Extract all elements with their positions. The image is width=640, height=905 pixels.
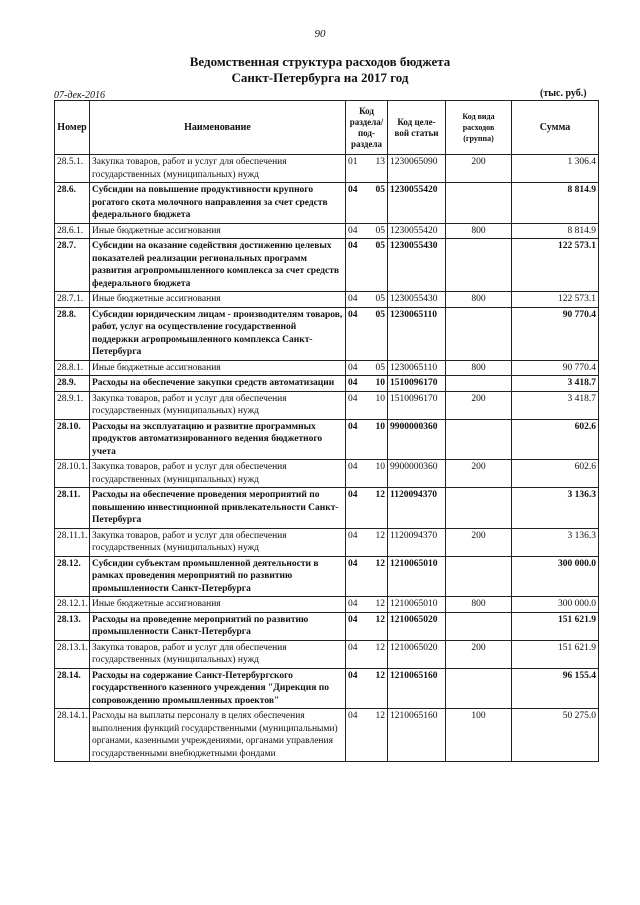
budget-table xyxy=(54,100,599,762)
row-number: 28.10. xyxy=(55,419,90,460)
table-row xyxy=(55,183,599,224)
row-vid xyxy=(446,556,512,597)
row-celevoy: 1230065110 xyxy=(388,307,446,360)
page-number: 90 xyxy=(314,28,326,40)
row-vid xyxy=(446,239,512,292)
document-date: 07-дек-2016 xyxy=(54,90,105,101)
row-razdel-code: 04 xyxy=(348,614,358,625)
row-name: Расходы на обеспечение закупки средств автоматизации xyxy=(90,376,346,392)
row-sum: 602.6 xyxy=(512,419,599,460)
table-row xyxy=(55,640,599,668)
row-vid: 100 xyxy=(446,709,512,762)
row-podrazdel-code: 05 xyxy=(375,362,385,373)
row-podrazdel-code: 12 xyxy=(375,599,385,609)
row-vid: 200 xyxy=(446,155,512,183)
row-razdel xyxy=(346,709,388,762)
row-number: 28.9. xyxy=(55,376,90,392)
units-label: (тыс. руб.) xyxy=(540,88,587,99)
row-name: Иные бюджетные ассигнования xyxy=(90,597,346,613)
row-podrazdel-code: 10 xyxy=(375,393,385,404)
row-razdel-code: 04 xyxy=(348,558,358,569)
table-row xyxy=(55,419,599,460)
row-sum: 3 418.7 xyxy=(512,391,599,419)
row-podrazdel-code: 05 xyxy=(375,241,385,251)
row-sum: 1 306.4 xyxy=(512,155,599,183)
row-vid: 800 xyxy=(446,597,512,613)
row-celevoy: 1210065010 xyxy=(388,597,446,613)
row-number: 28.12.1. xyxy=(55,597,90,613)
table-row xyxy=(55,391,599,419)
row-name: Иные бюджетные ассигнования xyxy=(90,223,346,239)
row-sum: 90 770.4 xyxy=(512,307,599,360)
table-header-row xyxy=(55,101,599,155)
row-number: 28.8.1. xyxy=(55,360,90,376)
row-name: Субсидии на оказание содействия достижению целевых показателей реализации региональных программ развития агропромышленного комплекса за счет средств федерального бюджета xyxy=(90,239,346,292)
row-name: Закупка товаров, работ и услуг для обеспечения государственных (муниципальных) нужд xyxy=(90,391,346,419)
row-vid: 200 xyxy=(446,640,512,668)
row-name: Закупка товаров, работ и услуг для обеспечения государственных (муниципальных) нужд xyxy=(90,155,346,183)
table-row xyxy=(55,668,599,709)
row-podrazdel-code: 10 xyxy=(375,378,385,388)
row-razdel-code: 04 xyxy=(348,185,358,195)
row-sum: 300 000.0 xyxy=(512,556,599,597)
row-name: Иные бюджетные ассигнования xyxy=(90,360,346,376)
row-celevoy: 9900000360 xyxy=(388,419,446,460)
row-number: 28.7. xyxy=(55,239,90,292)
row-razdel-code: 04 xyxy=(348,362,358,373)
row-vid: 800 xyxy=(446,223,512,239)
table-body xyxy=(55,155,599,762)
row-name: Субсидии юридическим лицам - производителям товаров, работ, услуг на осуществление государственной поддержки агропромышленного комплекса Санкт-Петербурга xyxy=(90,307,346,360)
row-vid xyxy=(446,488,512,529)
row-vid xyxy=(446,612,512,640)
row-name: Расходы на содержание Санкт-Петербургского государственного казенного учреждения "Дирекция по сопровождению промышленных проектов" xyxy=(90,668,346,709)
row-number: 28.6.1. xyxy=(55,223,90,239)
row-celevoy: 9900000360 xyxy=(388,460,446,488)
table-row xyxy=(55,612,599,640)
row-number: 28.8. xyxy=(55,307,90,360)
table-row xyxy=(55,376,599,392)
row-celevoy: 1230055430 xyxy=(388,239,446,292)
row-podrazdel-code: 12 xyxy=(375,711,385,721)
row-razdel xyxy=(346,239,388,292)
row-celevoy: 1120094370 xyxy=(388,488,446,529)
row-vid xyxy=(446,668,512,709)
row-razdel xyxy=(346,460,388,488)
row-name: Расходы на проведение мероприятий по развитию промышленности Санкт-Петербурга xyxy=(90,612,346,640)
row-sum: 151 621.9 xyxy=(512,612,599,640)
row-name: Расходы на выплаты персоналу в целях обеспечения выполнения функций государственными (муниципальными) органами, казенными учреждениями, органами управления государственными внебюджетными фондами xyxy=(90,709,346,762)
row-name: Закупка товаров, работ и услуг для обеспечения государственных (муниципальных) нужд xyxy=(90,640,346,668)
row-number: 28.13.1. xyxy=(55,640,90,668)
row-podrazdel-code: 12 xyxy=(375,558,385,569)
row-number: 28.9.1. xyxy=(55,391,90,419)
row-podrazdel-code: 05 xyxy=(375,294,385,304)
row-razdel-code: 04 xyxy=(348,711,358,721)
row-number: 28.5.1. xyxy=(55,155,90,183)
row-sum: 96 155.4 xyxy=(512,668,599,709)
row-celevoy: 1210065160 xyxy=(388,668,446,709)
row-vid xyxy=(446,419,512,460)
row-number: 28.11. xyxy=(55,488,90,529)
row-podrazdel-code: 13 xyxy=(375,157,385,167)
table-row xyxy=(55,292,599,308)
row-number: 28.10.1. xyxy=(55,460,90,488)
row-razdel-code: 04 xyxy=(348,393,358,404)
row-razdel-code: 04 xyxy=(348,294,358,304)
row-name: Расходы на обеспечение проведения мероприятий по повышению инвестиционной привлекательности Санкт-Петербурга xyxy=(90,488,346,529)
row-podrazdel-code: 12 xyxy=(375,670,385,681)
table-row xyxy=(55,597,599,613)
row-razdel-code: 04 xyxy=(348,642,358,653)
row-sum: 3 418.7 xyxy=(512,376,599,392)
row-vid: 200 xyxy=(446,528,512,556)
row-razdel-code: 01 xyxy=(348,157,358,167)
row-razdel xyxy=(346,556,388,597)
row-vid xyxy=(446,376,512,392)
row-celevoy: 1510096170 xyxy=(388,376,446,392)
table-row xyxy=(55,460,599,488)
row-number: 28.6. xyxy=(55,183,90,224)
row-razdel-code: 04 xyxy=(348,225,358,236)
table-row xyxy=(55,709,599,762)
row-sum: 8 814.9 xyxy=(512,183,599,224)
row-razdel xyxy=(346,307,388,360)
table-row xyxy=(55,307,599,360)
row-name: Иные бюджетные ассигнования xyxy=(90,292,346,308)
row-celevoy: 1230065090 xyxy=(388,155,446,183)
row-podrazdel-code: 12 xyxy=(375,642,385,653)
row-razdel xyxy=(346,668,388,709)
header-celevoy: Код целе- вой статьи xyxy=(388,101,446,155)
row-celevoy: 1210065020 xyxy=(388,612,446,640)
row-razdel-code: 04 xyxy=(348,670,358,681)
row-sum: 602.6 xyxy=(512,460,599,488)
row-vid xyxy=(446,307,512,360)
row-podrazdel-code: 05 xyxy=(375,185,385,195)
row-razdel xyxy=(346,391,388,419)
row-podrazdel-code: 10 xyxy=(375,462,385,472)
table-row xyxy=(55,155,599,183)
row-number: 28.7.1. xyxy=(55,292,90,308)
row-name: Закупка товаров, работ и услуг для обеспечения государственных (муниципальных) нужд xyxy=(90,460,346,488)
row-celevoy: 1210065020 xyxy=(388,640,446,668)
row-razdel xyxy=(346,155,388,183)
row-razdel-code: 04 xyxy=(348,530,358,541)
row-razdel xyxy=(346,597,388,613)
row-name: Субсидии субъектам промышленной деятельности в рамках проведения мероприятий по развитию промышленности Санкт-Петербурга xyxy=(90,556,346,597)
row-razdel xyxy=(346,223,388,239)
header-razdel: Код раздела/ под- раздела xyxy=(346,101,388,155)
row-razdel xyxy=(346,612,388,640)
row-razdel xyxy=(346,376,388,392)
header-sum: Сумма xyxy=(512,101,599,155)
row-sum: 50 275.0 xyxy=(512,709,599,762)
row-number: 28.12. xyxy=(55,556,90,597)
row-sum: 8 814.9 xyxy=(512,223,599,239)
row-sum: 90 770.4 xyxy=(512,360,599,376)
row-number: 28.14. xyxy=(55,668,90,709)
row-celevoy: 1210065010 xyxy=(388,556,446,597)
row-vid: 200 xyxy=(446,391,512,419)
table-row xyxy=(55,239,599,292)
row-razdel-code: 04 xyxy=(348,309,358,320)
row-celevoy: 1230065110 xyxy=(388,360,446,376)
row-razdel xyxy=(346,528,388,556)
row-vid: 800 xyxy=(446,360,512,376)
row-razdel xyxy=(346,360,388,376)
row-razdel-code: 04 xyxy=(348,599,358,609)
row-celevoy: 1120094370 xyxy=(388,528,446,556)
table-row xyxy=(55,556,599,597)
row-podrazdel-code: 05 xyxy=(375,309,385,320)
row-celevoy: 1230055420 xyxy=(388,183,446,224)
row-sum: 3 136.3 xyxy=(512,528,599,556)
row-sum: 3 136.3 xyxy=(512,488,599,529)
table-row xyxy=(55,528,599,556)
table-row xyxy=(55,223,599,239)
header-vid: Код вида расходов (группа) xyxy=(446,101,512,155)
row-razdel-code: 04 xyxy=(348,490,358,500)
row-razdel xyxy=(346,292,388,308)
row-sum: 122 573.1 xyxy=(512,292,599,308)
row-razdel-code: 04 xyxy=(348,462,358,472)
table-row xyxy=(55,360,599,376)
row-vid: 800 xyxy=(446,292,512,308)
row-name: Закупка товаров, работ и услуг для обеспечения государственных (муниципальных) нужд xyxy=(90,528,346,556)
row-podrazdel-code: 05 xyxy=(375,225,385,236)
row-razdel-code: 04 xyxy=(348,241,358,251)
row-sum: 300 000.0 xyxy=(512,597,599,613)
row-sum: 151 621.9 xyxy=(512,640,599,668)
row-podrazdel-code: 12 xyxy=(375,490,385,500)
row-razdel-code: 04 xyxy=(348,421,358,432)
row-podrazdel-code: 12 xyxy=(375,614,385,625)
table-row xyxy=(55,488,599,529)
row-celevoy: 1210065160 xyxy=(388,709,446,762)
row-number: 28.14.1. xyxy=(55,709,90,762)
title-line-2: Санкт-Петербурга на 2017 год xyxy=(231,70,409,85)
row-podrazdel-code: 12 xyxy=(375,530,385,541)
title-line-1: Ведомственная структура расходов бюджета xyxy=(189,54,451,69)
row-celevoy: 1510096170 xyxy=(388,391,446,419)
row-number: 28.13. xyxy=(55,612,90,640)
header-name: Наименование xyxy=(90,101,346,155)
row-sum: 122 573.1 xyxy=(512,239,599,292)
header-number: Номер xyxy=(55,101,90,155)
row-razdel xyxy=(346,640,388,668)
row-celevoy: 1230055430 xyxy=(388,292,446,308)
row-vid xyxy=(446,183,512,224)
row-podrazdel-code: 10 xyxy=(375,421,385,432)
row-razdel xyxy=(346,419,388,460)
row-name: Расходы на эксплуатацию и развитие программных продуктов автоматизированного ведения бюджетного учета xyxy=(90,419,346,460)
row-celevoy: 1230055420 xyxy=(388,223,446,239)
row-razdel xyxy=(346,488,388,529)
row-vid: 200 xyxy=(446,460,512,488)
document-title xyxy=(0,54,640,86)
row-razdel xyxy=(346,183,388,224)
row-name: Субсидии на повышение продуктивности крупного рогатого скота молочного направления за счет средств федерального бюджета xyxy=(90,183,346,224)
row-razdel-code: 04 xyxy=(348,378,358,388)
row-number: 28.11.1. xyxy=(55,528,90,556)
